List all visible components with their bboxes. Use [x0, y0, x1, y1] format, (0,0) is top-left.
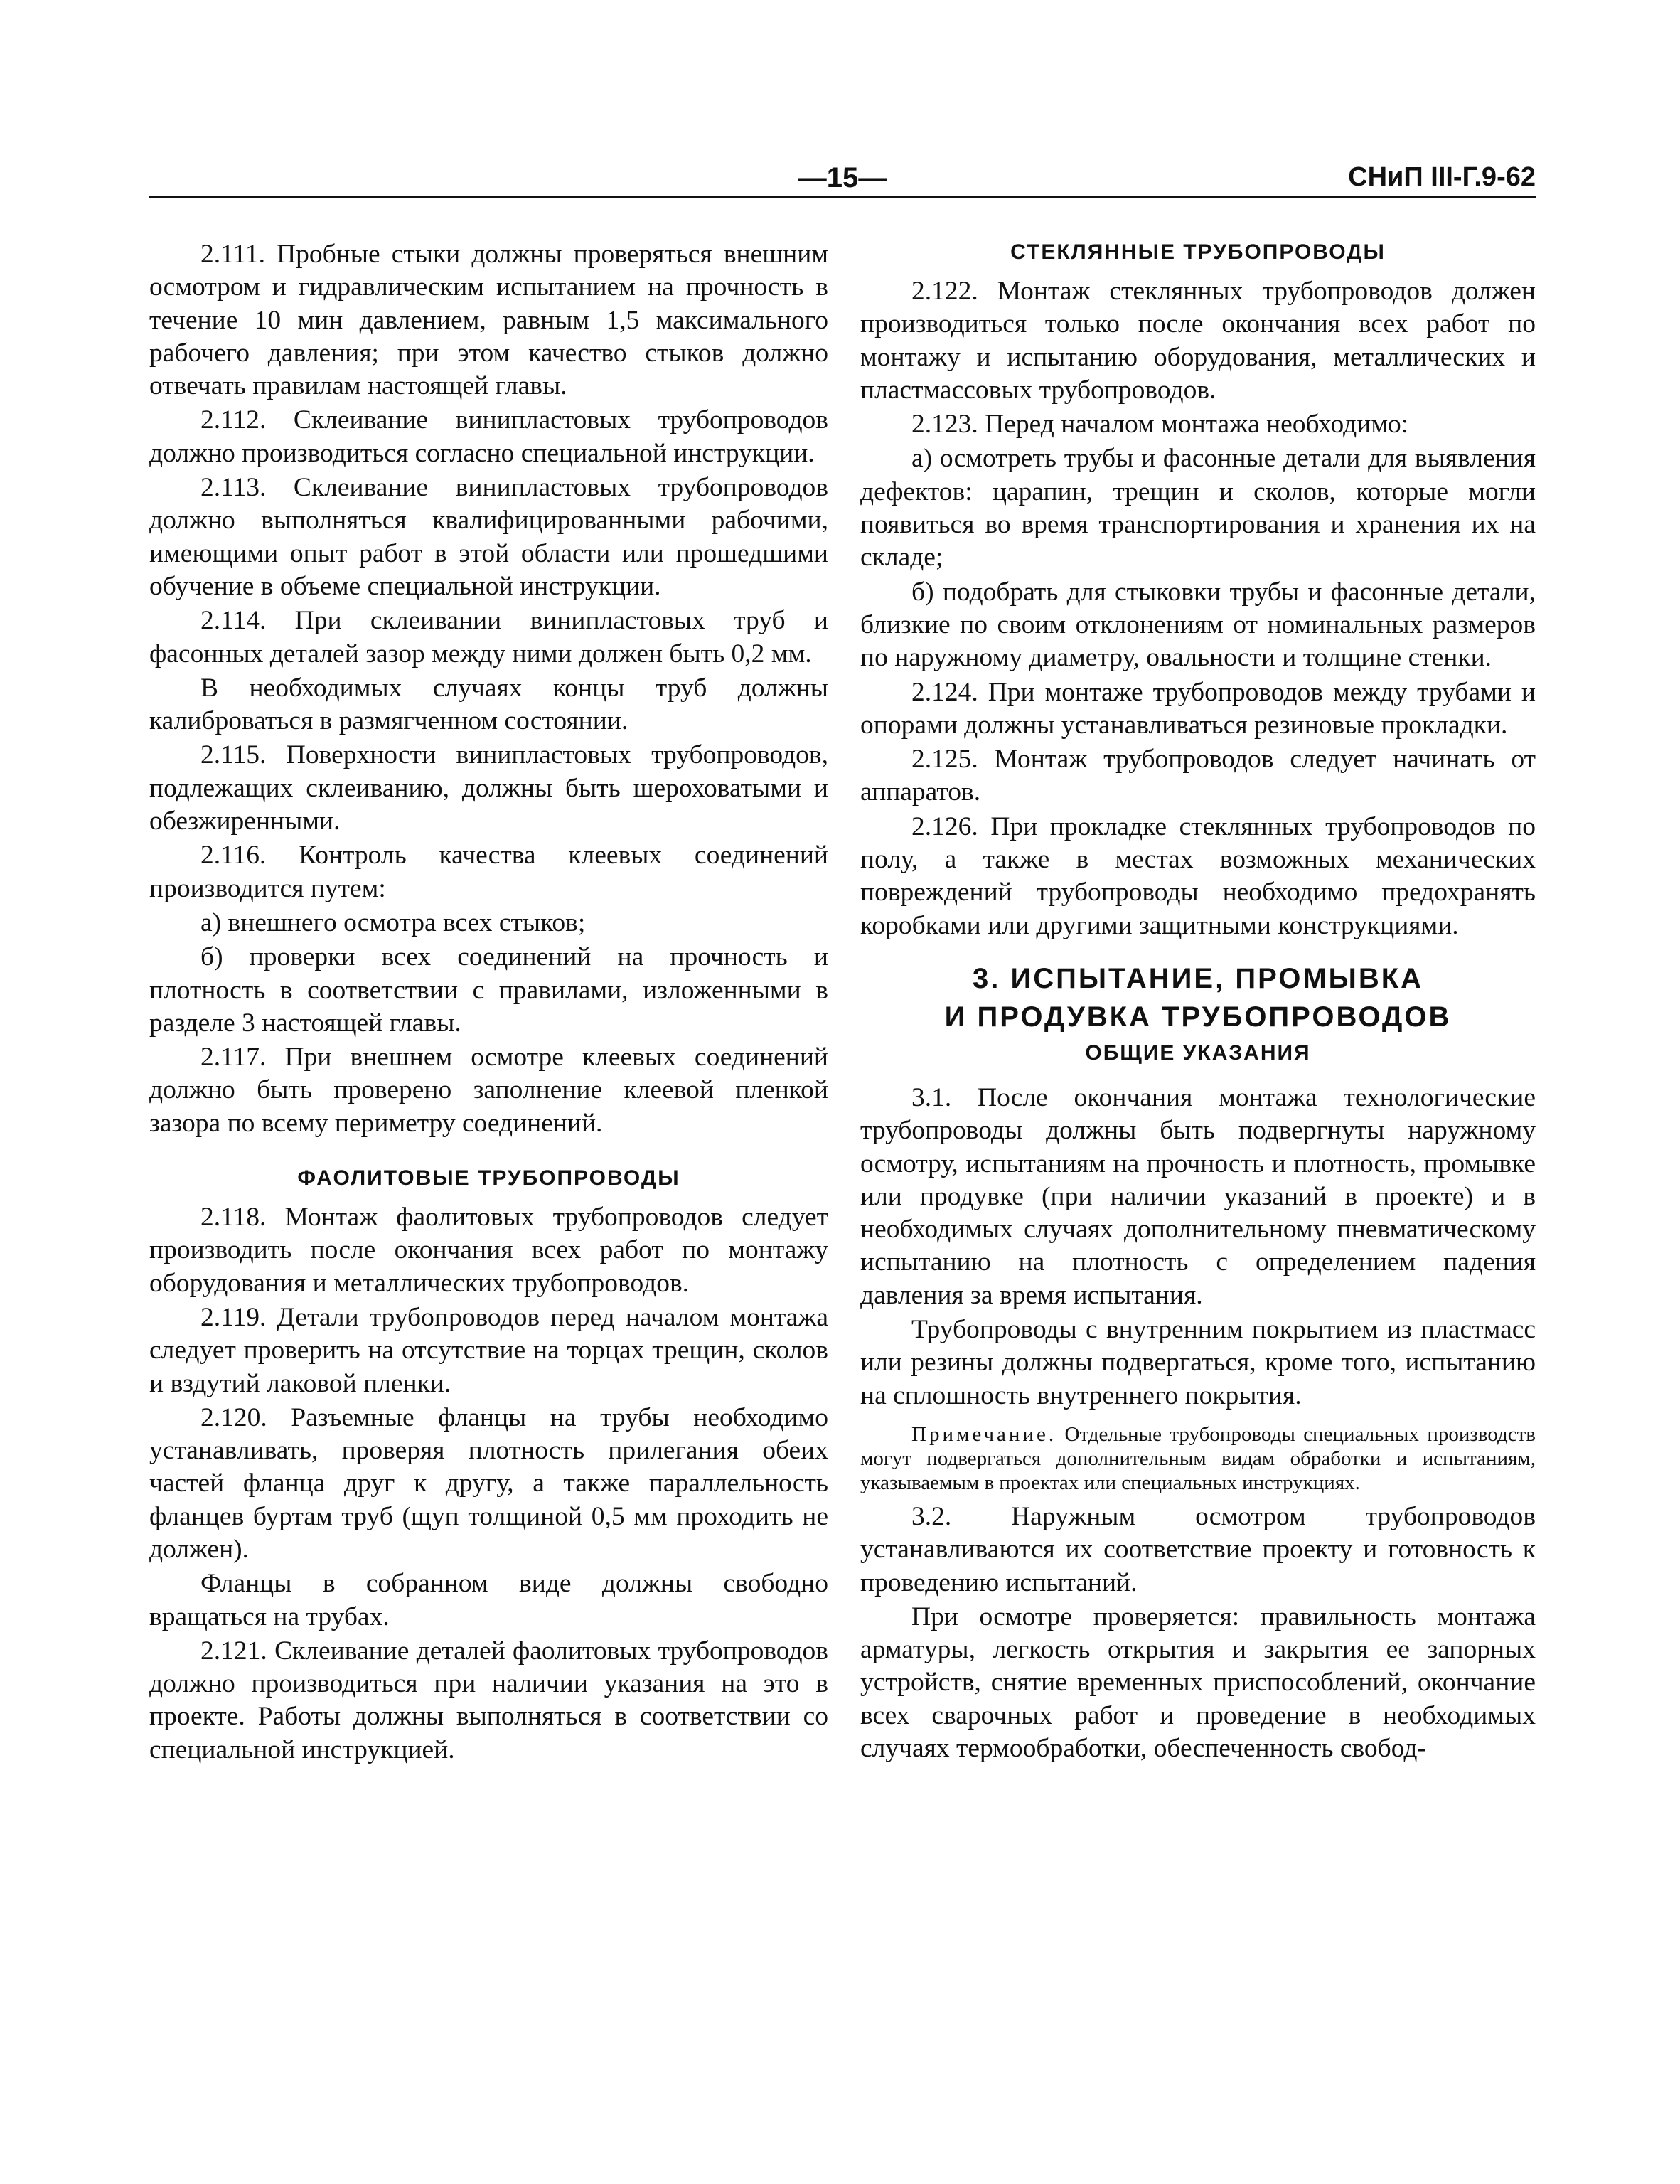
paragraph: Трубопроводы с внутренним покрытием из пластмасс или резины должны подвергаться, кроме того, испытанию на сплошность внутреннего покрытия. [860, 1315, 1536, 1410]
note-label: Примечание. [911, 1422, 1057, 1446]
paragraph: 2.121. Склеивание деталей фаолитовых трубопроводов должно производиться при наличии указания на это в проекте. Работы должны выполняться в соответствии со специальной инструкцией. [149, 1636, 828, 1764]
paragraph: а) осмотреть трубы и фасонные детали для выявления дефектов: царапин, трещин и сколов, которые могли появиться во время транспортирования и хранения их на складе; [860, 444, 1536, 572]
paragraph: Фланцы в собранном виде должны свободно вращаться на трубах. [149, 1569, 828, 1631]
paragraph: 2.116. Контроль качества клеевых соединений производится путем: [149, 841, 828, 903]
paragraph: 2.118. Монтаж фаолитовых трубопроводов следует производить после окончания всех работ по монтажу оборудования и металлических трубопроводов. [149, 1203, 828, 1298]
header-rule [149, 196, 1536, 198]
paragraph: б) проверки всех соединений на прочность и плотность в соответствии с правилами, изложенными в разделе 3 настоящей главы. [149, 942, 828, 1038]
section-3-subtitle: ОБЩИЕ УКАЗАНИЯ [1085, 1040, 1311, 1065]
paragraph: 2.115. Поверхности винипластовых трубопроводов, подлежащих склеиванию, должны быть шероховатыми и обезжиренными. [149, 740, 828, 836]
paragraph: 2.120. Разъемные фланцы на трубы необходимо устанавливать, проверяя плотность прилегания обеих частей фланца друг к другу, а также параллельность фланцев буртам труб (щуп толщиной 0,5 мм проходить не должен). [149, 1402, 828, 1564]
paragraph: 3.1. После окончания монтажа технологические трубопроводы должны быть подвергнуты наружному осмотру, испытаниям на прочность и плотность, промывке или продувке (при наличии указаний в проекте) и в необходимых случаях дополнительному пневматическому испытанию на плотность с определением падения давления за время испытания. [860, 1082, 1536, 1310]
paragraph: а) внешнего осмотра всех стыков; [200, 907, 586, 937]
paragraph: В необходимых случаях концы труб должны калиброваться в размягченном состоянии. [149, 673, 828, 736]
note-text: Отдельные трубопроводы специальных производств могут подвергаться дополнительным видам обработки и испытаниям, указываемым в проектах или специальных инструкциях. [860, 1422, 1536, 1494]
note [860, 1422, 1536, 1495]
paragraph: 2.124. При монтаже трубопроводов между трубами и опорами должны устанавливаться резиновые прокладки. [860, 677, 1536, 740]
paragraph: 2.123. Перед началом монтажа необходимо: [911, 410, 1409, 440]
section-heading-faolite: ФАОЛИТОВЫЕ ТРУБОПРОВОДЫ [297, 1166, 680, 1190]
paragraph: 2.125. Монтаж трубопроводов следует начинать от аппаратов. [860, 745, 1536, 807]
right-column [860, 238, 1536, 1767]
left-column [149, 238, 828, 1768]
paragraph: 2.117. При внешнем осмотре клеевых соединений должно быть проверено заполнение клеевой пленкой зазора по всему периметру соединений. [149, 1043, 828, 1138]
paragraph: 2.111. Пробные стыки должны проверяться внешним осмотром и гидравлическим испытанием на прочность в течение 10 мин давлением, равным 1,5 максимального рабочего давления; при этом качество стыков должно отвечать правилам настоящей главы. [149, 240, 828, 401]
paragraph: б) подобрать для стыковки трубы и фасонные детали, близкие по своим отклонениям от номинальных размеров по наружному диаметру, овальности и толщине стенки. [860, 577, 1536, 673]
paragraph: 2.113. Склеивание винипластовых трубопроводов должно выполняться квалифицированными рабочими, имеющими опыт работ в этой области или прошедшими обучение в объеме специальной инструкции. [149, 473, 828, 601]
paragraph: При осмотре проверяется: правильность монтажа арматуры, легкость открытия и закрытия ее запорных устройств, снятие временных приспособлений, окончание всех сварочных работ и проведение в необходимых случаях термообработки, обеспеченность свобод- [860, 1602, 1536, 1763]
paragraph: 2.126. При прокладке стеклянных трубопроводов по полу, а также в местах возможных механических повреждений трубопроводы необходимо предохранять коробками или другими защитными конструкциями. [860, 811, 1536, 940]
paragraph: 2.114. При склеивании винипластовых труб и фасонных деталей зазор между ними должен быть 0,2 мм. [149, 606, 828, 668]
page-header [149, 162, 1536, 195]
section-heading-glass: СТЕКЛЯННЫЕ ТРУБОПРОВОДЫ [1010, 240, 1386, 264]
paragraph: 3.2. Наружным осмотром трубопроводов устанавливаются их соответствие проекту и готовность к проведению испытаний. [860, 1501, 1536, 1597]
page-number: —15— [798, 162, 887, 193]
document-code: СНиП III-Г.9-62 [1348, 162, 1536, 192]
section-3-title-line2: И ПРОДУВКА ТРУБОПРОВОДОВ [944, 1001, 1452, 1033]
section-3-title-line1: 3. ИСПЫТАНИЕ, ПРОМЫВКА [972, 962, 1424, 994]
paragraph: 2.119. Детали трубопроводов перед началом монтажа следует проверить на отсутствие на торцах трещин, сколов и вздутий лаковой пленки. [149, 1302, 828, 1398]
paragraph: 2.122. Монтаж стеклянных трубопроводов должен производиться только после окончания всех работ по монтажу и испытанию оборудования, металлических и пластмассовых трубопроводов. [860, 277, 1536, 405]
paragraph: 2.112. Склеивание винипластовых трубопроводов должно производиться согласно специальной инструкции. [149, 405, 828, 468]
